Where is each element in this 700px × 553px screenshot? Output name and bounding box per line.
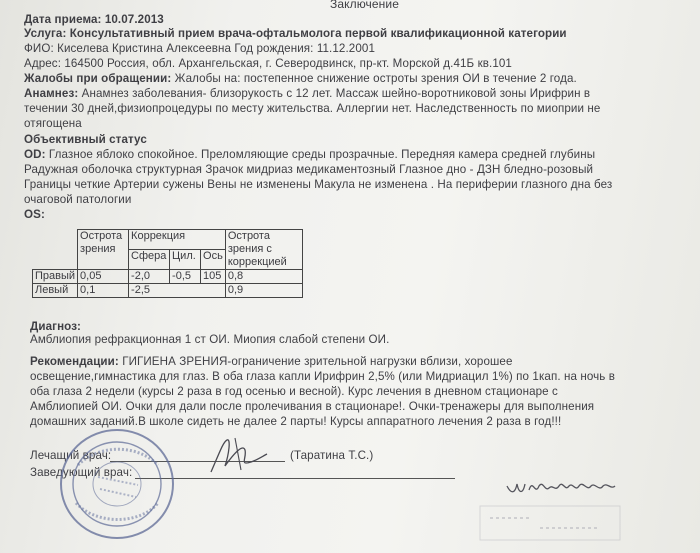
table-row: [33, 270, 303, 284]
right-sphere: -2,0: [129, 270, 170, 284]
os-label: OS:: [24, 208, 45, 221]
header-correction: Коррекция: [129, 230, 226, 250]
objective-text-1: Глазное яблоко спокойное. Преломляющие среды прозрачные. Передняя камера средней глубины: [48, 148, 596, 161]
head-signature-line: [135, 478, 455, 479]
visual-acuity-table: [32, 229, 303, 298]
complaints-text: Жалобы на: постепенное снижение остроты зрения ОИ в течение 2 года.: [174, 72, 577, 85]
doctor-signature: [205, 432, 275, 482]
left-acuity: 0,1: [78, 284, 129, 298]
anamnesis-label: Анамнез:: [24, 87, 79, 100]
objective-line-3: Границы четкие Артерии сужены Вены не изменены Макула не изменена . На периферии глазного дна без: [24, 178, 613, 191]
service-line: Услуга: Консультативный прием врача-офтальмолога первой квалификационной категории: [24, 27, 567, 40]
recommendations-line-4: Амблиопией ОИ. Очки для дали после пролечивания в стационаре!. Очки-тренажеры для выполнения: [30, 400, 595, 413]
right-acuity: 0,05: [78, 270, 129, 284]
address-line: Адрес: 164500 Россия, обл. Архангельская, г. Северодвинск, пр-кт. Морской д.41Б кв.101: [24, 57, 512, 70]
table-row: [33, 284, 303, 298]
left-sphere: -2,5: [129, 284, 226, 298]
header-sphere: Сфера: [129, 250, 170, 270]
anamnesis-line-2: течении 30 дней,физиопроцедуры по месту жительства. Аллергии нет. Наследственность по миоприи не: [24, 102, 601, 115]
document-title: Заключение: [330, 0, 399, 11]
header-acuity: Острота зрения: [78, 230, 129, 270]
right-acuity-corrected: 0,8: [225, 270, 302, 284]
faded-stamp-mark: [470, 498, 630, 548]
anamnesis-line-3: отягощена: [24, 117, 82, 130]
objective-line-4: очаговой патологии: [24, 193, 132, 206]
recommendations-line-1: [30, 355, 513, 369]
visit-date: Дата приема: 10.07.2013: [24, 13, 164, 26]
od-label: OD:: [24, 148, 46, 161]
left-acuity-corrected: 0,9: [225, 284, 302, 298]
stamp-seal: [58, 425, 176, 543]
recommendations-text-1: ГИГИЕНА ЗРЕНИЯ-ограничение зрительной нагрузки вблизи, хорошее: [122, 355, 513, 368]
recommendations-line-2: освещение,гимнастика для глаз. В оба глаза капли Ирифрин 2,5% (или Мидриацил 1%) по 1кап. на ночь в: [30, 370, 615, 383]
objective-heading: Объективный статус: [24, 133, 147, 146]
objective-line-2: Радужная оболочка структурная Зрачок мидриаз медикаментозный Глазное дно - ДЗН бледно-розовый: [24, 163, 594, 176]
right-cyl: -0,5: [170, 270, 201, 284]
complaints-label: Жалобы при обращении:: [24, 72, 172, 85]
doctor-label: Лечащий врач:: [30, 449, 112, 462]
header-cyl: Цил.: [170, 250, 201, 270]
diagnosis-label: Диагноз:: [30, 320, 82, 333]
objective-line-1: [24, 148, 595, 162]
doctor-name: (Таратина Т.С.): [290, 449, 374, 462]
head-doctor-label: Заведующий врач:: [30, 466, 133, 479]
table-corner-cell: [33, 230, 78, 270]
row-left-eye: Левый: [33, 284, 78, 298]
recommendations-line-5: домашних заданий.В школе сидеть не далее 2 парты! Курсы аппаратного лечения 2 раза в год!!!: [30, 415, 562, 428]
recommendations-line-3: оба глаза 2 недели (курсы 2 раза в год осенью и весной). Курс лечения в дневном стационаре с: [30, 385, 558, 398]
table-header-row: [33, 230, 303, 250]
recommendations-label: Рекомендации:: [30, 355, 119, 368]
patient-line: ФИО: Киселева Кристина Алексеевна Год рождения: 11.12.2001: [24, 42, 375, 55]
header-axis: Ось: [201, 250, 226, 270]
anamnesis-text-1: Анамнез заболевания- близорукость с 12 лет. Массаж шейно-воротниковой зоны Ирифрин в: [81, 87, 591, 100]
header-acuity-corrected: Острота зрения с коррекцией: [225, 230, 302, 270]
diagnosis-text: Амблиопия рефракционная 1 ст ОИ. Миопия слабой степени ОИ.: [30, 333, 390, 346]
row-right-eye: Правый: [33, 270, 78, 284]
complaints-line: [24, 72, 577, 86]
anamnesis-line-1: [24, 87, 590, 101]
right-axis: 105: [201, 270, 226, 284]
